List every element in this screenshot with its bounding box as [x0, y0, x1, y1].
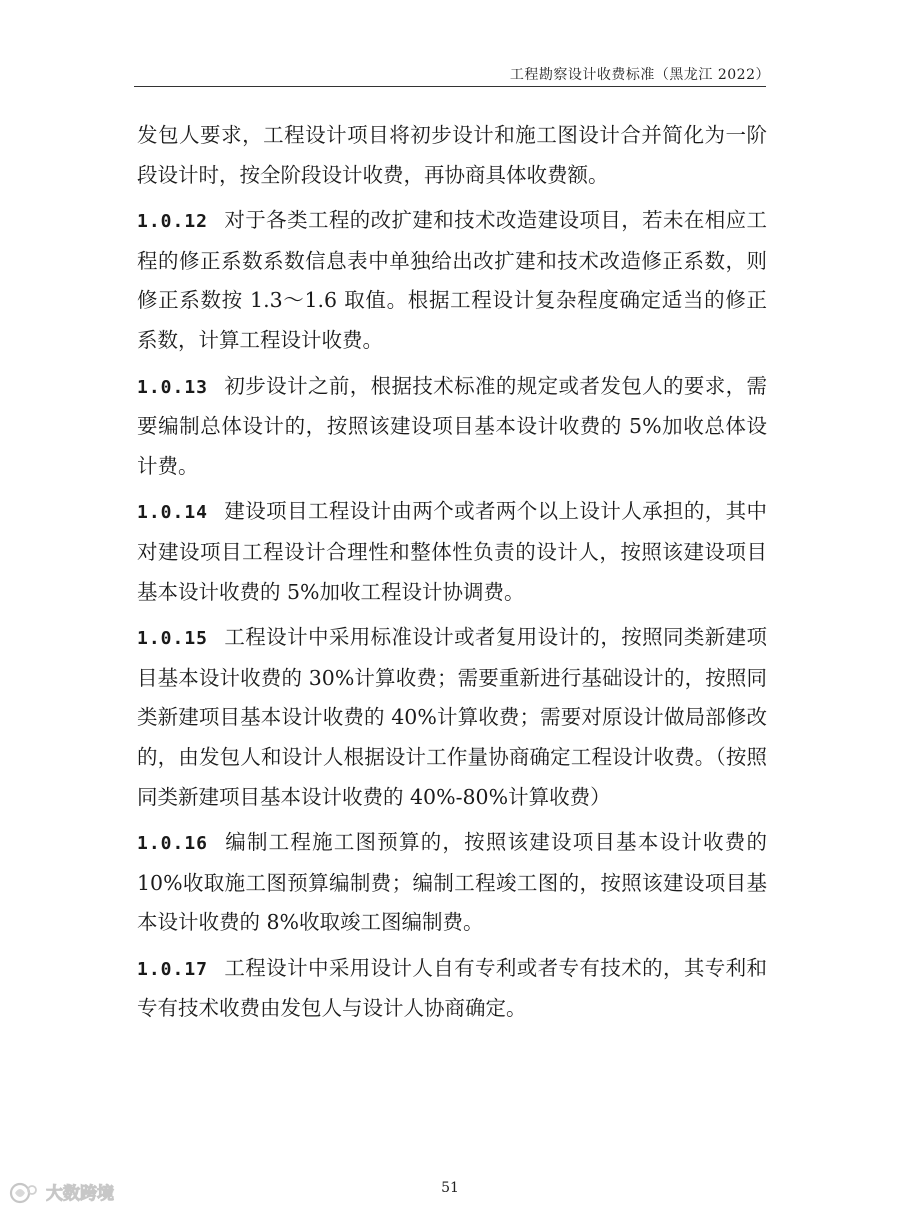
paragraph-continuation	[137, 116, 767, 195]
clause-1-0-13	[137, 367, 767, 487]
clause-text: 初步设计之前，根据技术标准的规定或者发包人的要求，需要编制总体设计的，按照该建设项目基本设计收费的 5%加收总体设计费。	[137, 373, 767, 478]
clause-text: 工程设计中采用标准设计或者复用设计的，按照同类新建项目基本设计收费的 30%计算收费；需要重新进行基础设计的，按照同类新建项目基本设计收费的 40%计算收费；需要对原设计做局部修改的，由发包人和设计人根据设计工作量协商确定工程设计收费。（按照同类新建项目基本设计收费的 40%-80%计算收费）	[137, 625, 767, 809]
document-body	[137, 116, 767, 1029]
page-number: 51	[441, 1180, 459, 1196]
clause-number: 1.0.17	[137, 958, 209, 980]
running-header: 工程勘察设计收费标准（黑龙江 2022）	[509, 67, 770, 83]
header-divider	[134, 86, 766, 87]
clause-1-0-17	[137, 949, 767, 1029]
watermark	[8, 1180, 126, 1206]
clause-text: 建设项目工程设计由两个或者两个以上设计人承担的，其中对建设项目工程设计合理性和整体性负责的设计人，按照该建设项目基本设计收费的 5%加收工程设计协调费。	[137, 499, 767, 604]
brand-logo-icon	[8, 1180, 40, 1206]
clause-1-0-16	[137, 823, 767, 943]
clause-number: 1.0.14	[137, 502, 209, 524]
watermark-wordmark	[46, 1180, 126, 1206]
clause-number: 1.0.15	[137, 628, 209, 650]
clause-text: 对于各类工程的改扩建和技术改造建设项目，若未在相应工程的修正系数系数信息表中单独给出改扩建和技术改造修正系数，则修正系数按 1.3～1.6 取值。根据工程设计复杂程度确定适当的修正系数，计算工程设计收费。	[137, 208, 767, 352]
clause-1-0-15	[137, 618, 767, 817]
clause-1-0-12	[137, 201, 767, 360]
clause-number: 1.0.16	[137, 833, 209, 855]
clause-1-0-14	[137, 492, 767, 612]
watermark-text: 大数跨境	[46, 1184, 114, 1204]
clause-text: 工程设计中采用设计人自有专利或者专有技术的，其专利和专有技术收费由发包人与设计人协商确定。	[137, 955, 767, 1021]
paragraph-text: 发包人要求，工程设计项目将初步设计和施工图设计合并简化为一阶段设计时，按全阶段设计收费，再协商具体收费额。	[137, 123, 767, 187]
clause-number: 1.0.13	[137, 376, 209, 398]
clause-text: 编制工程施工图预算的，按照该建设项目基本设计收费的 10%收取施工图预算编制费；编制工程竣工图的，按照该建设项目基本设计收费的 8%收取竣工图编制费。	[137, 830, 767, 935]
clause-number: 1.0.12	[137, 211, 209, 233]
